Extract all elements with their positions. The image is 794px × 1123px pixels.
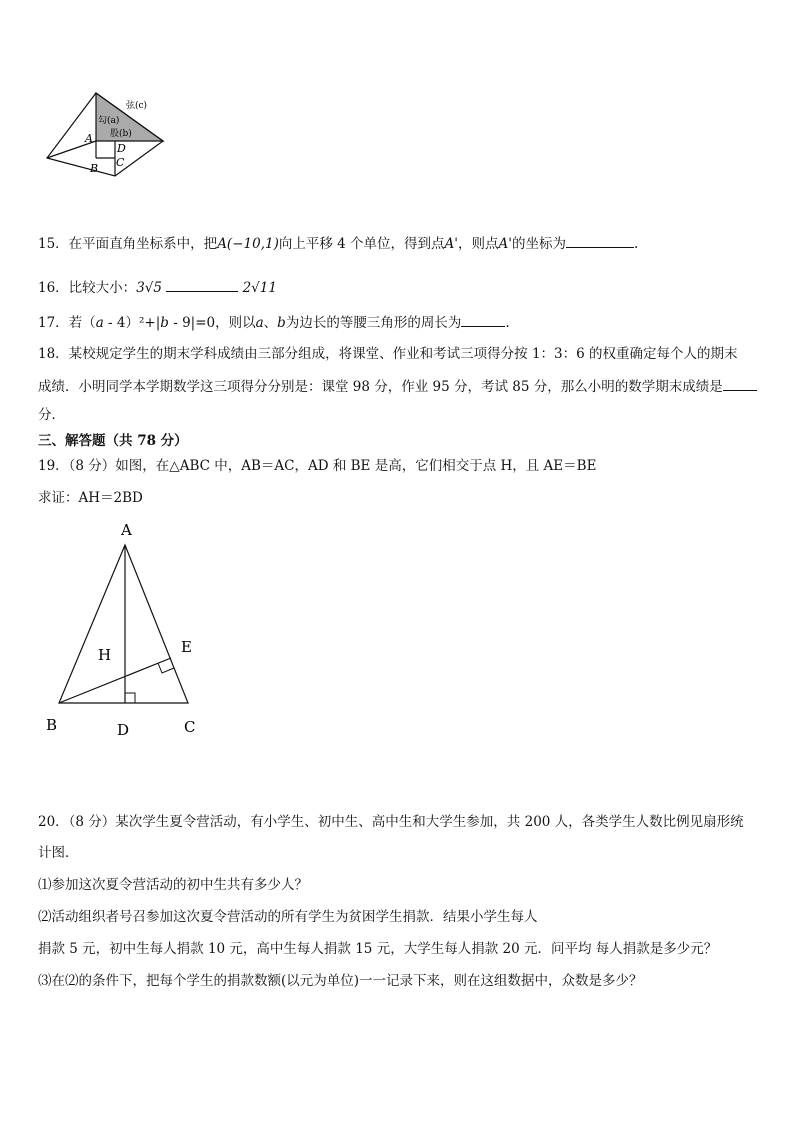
label-C: C [184, 718, 196, 736]
altitude-be [59, 658, 171, 703]
label-B: B [90, 162, 99, 175]
question-16: 16．比较大小：3√5 2√11 [38, 277, 277, 297]
answer-blank[interactable] [723, 376, 757, 391]
question-18-line3: 分． [38, 407, 65, 423]
right-angle-d [125, 693, 135, 703]
pythagoras-figure [40, 82, 175, 187]
question-20-part2: ⑵活动组织者号召参加这次夏令营活动的所有学生为贫困学生捐款．结果小学生每人 [38, 909, 538, 925]
question-20-line1: 20．（8 分）某次学生夏令营活动，有小学生、初中生、高中生和大学生参加，共 200 人，各类学生人数比例见扇形统 [38, 814, 744, 830]
question-19-line1: 19．（8 分）如图，在△ABC 中，AB＝AC，AD 和 BE 是高，它们相交于点 H，且 AE＝BE [38, 458, 597, 474]
question-17: 17．若（a - 4）²+|b - 9|=0，则以a、b为边长的等腰三角形的周长为 . [38, 312, 510, 332]
question-18-line1: 18．某校规定学生的期末学科成绩由三部分组成，将课堂、作业和考试三项得分按 1：3：6 的权重确定每个人的期末 [38, 346, 738, 362]
question-20-part3: ⑶在⑵的条件下，把每个学生的捐款数额(以元为单位)一一记录下来，则在这组数据中，众数是多少？ [38, 973, 643, 989]
label-D: D [117, 142, 126, 155]
question-20-part2-cont: 捐款 5 元，初中生每人捐款 10 元，高中生每人捐款 15 元，大学生每人捐款 20 元．问平均 每人捐款是多少元？ [38, 941, 718, 957]
label-D: D [117, 721, 130, 739]
label-A: A [85, 132, 93, 145]
label-B: B [46, 716, 58, 734]
label-E: E [181, 638, 192, 656]
label-A: A [121, 521, 132, 539]
right-angle-e [158, 663, 174, 673]
gou-label: 勾(a) [98, 116, 120, 126]
question-18-line2: 成绩．小明同学本学期数学这三项得分分别是：课堂 98 分，作业 95 分，考试 85 分，那么小明的数学期末成绩是 [38, 376, 757, 396]
hyp-label: 弦(c) [126, 101, 148, 111]
question-15: 15．在平面直角坐标系中，把A(−10,1)向上平移 4 个单位，得到点A'，则点A'的坐标为 . [38, 233, 638, 253]
answer-blank[interactable] [566, 233, 634, 248]
answer-blank[interactable] [461, 312, 505, 327]
question-19-line2: 求证：AH＝2BD [38, 490, 143, 506]
question-20-line2: 计图． [38, 845, 79, 861]
section-title: 三、解答题（共 78 分） [38, 433, 188, 449]
question-20-part1: ⑴参加这次夏令营活动的初中生共有多少人？ [38, 877, 308, 893]
label-C: C [116, 156, 125, 169]
gu-label: 股(b) [110, 129, 132, 139]
answer-blank[interactable] [166, 277, 238, 292]
triangle-abc [59, 545, 188, 703]
triangle-figure [40, 515, 215, 745]
label-H: H [98, 646, 112, 664]
